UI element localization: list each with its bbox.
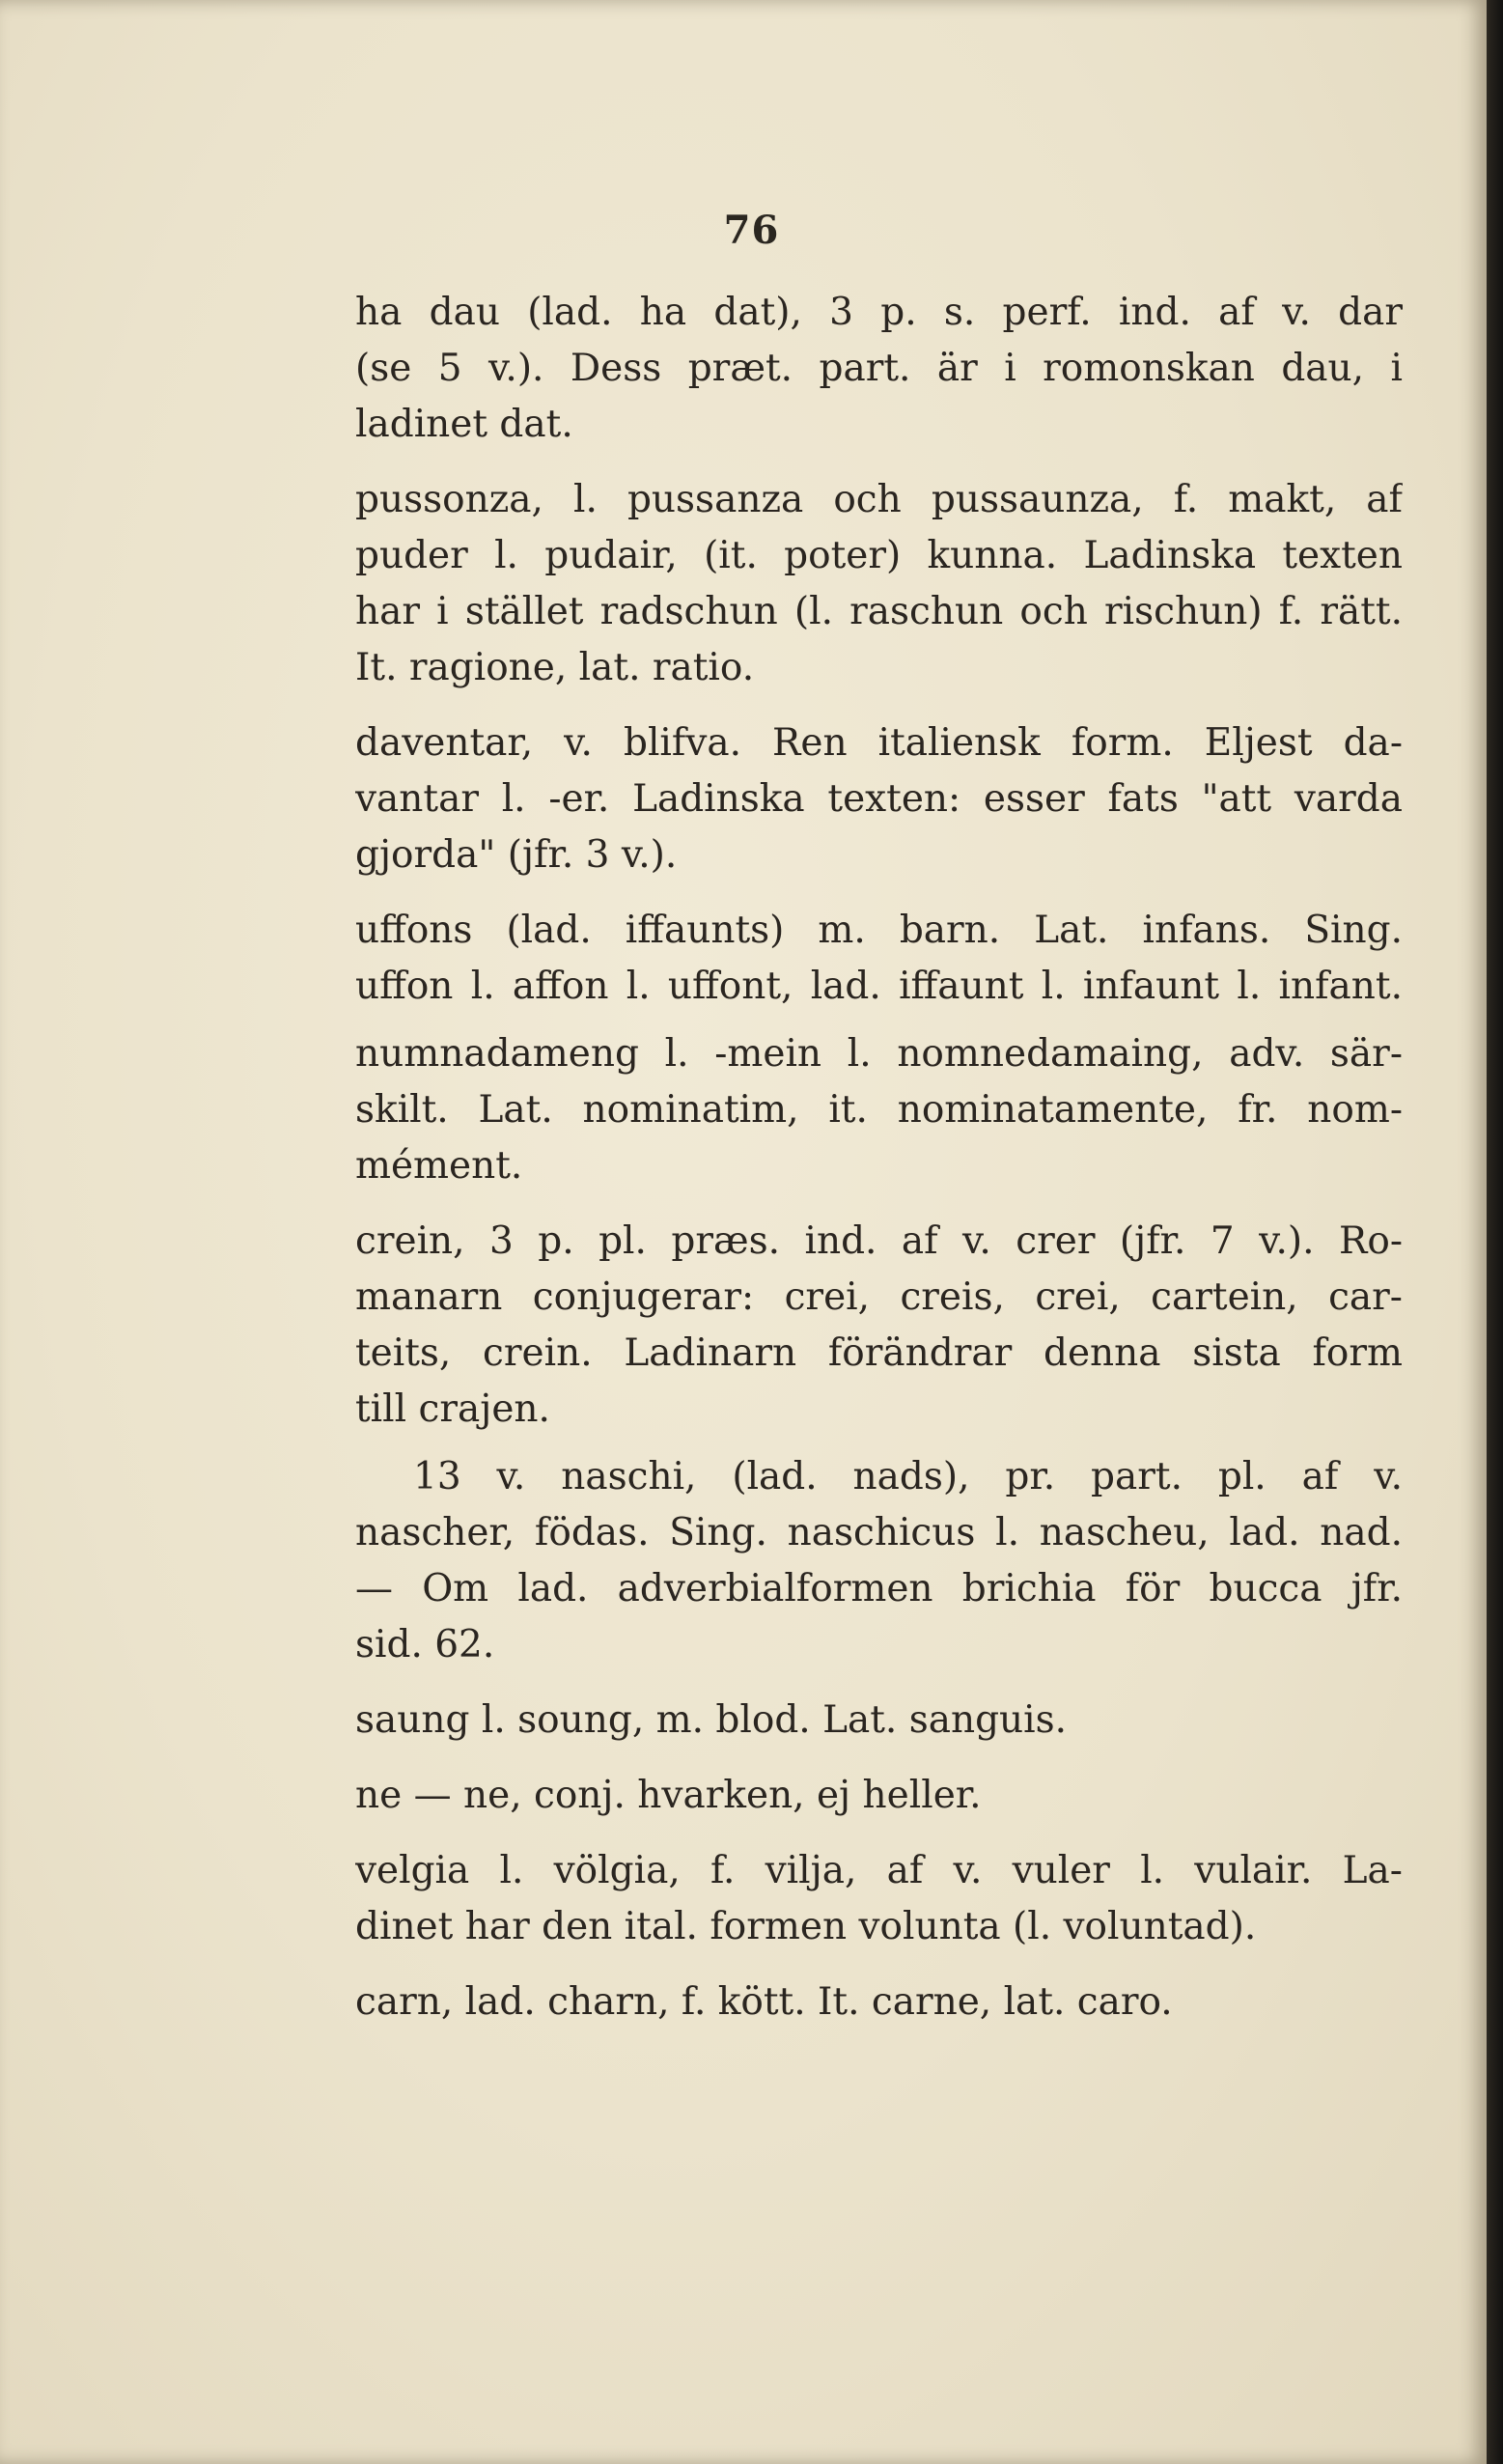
- paragraph-gap: [355, 1824, 1403, 1843]
- text-line: dinet har den ital. formen volunta (l. voluntad).: [355, 1905, 1257, 1948]
- page-number: 76: [723, 208, 780, 253]
- text-line: 13 v. naschi, (lad. nads), pr. part. pl. af v.: [413, 1455, 1403, 1498]
- text-line: mément.: [355, 1144, 523, 1188]
- paragraph-gap: [355, 696, 1403, 715]
- text-line: ha dau (lad. ha dat), 3 p. s. perf. ind. af v. dar: [355, 291, 1403, 334]
- paragraph-gap: [355, 1673, 1403, 1693]
- text-line: ladinet dat.: [355, 403, 573, 446]
- text-line: numnadameng l. -mein l. nomnedamaing, adv. sär-: [355, 1032, 1403, 1076]
- paragraph-gap: [355, 883, 1403, 903]
- text-line: sid. 62.: [355, 1623, 495, 1666]
- text-line: puder l. pudair, (it. poter) kunna. Ladinska texten: [355, 534, 1403, 577]
- scan-edge-strip: [1487, 0, 1503, 2464]
- text-line: uffon l. affon l. uffont, lad. iffaunt l. infaunt l. infant.: [355, 965, 1403, 1008]
- text-line: skilt. Lat. nominatim, it. nominatamente, fr. nom-: [355, 1088, 1403, 1132]
- text-line: nascher, födas. Sing. naschicus l. nascheu, lad. nad.: [355, 1511, 1403, 1554]
- text-line: manarn conjugerar: crei, creis, crei, cartein, car-: [355, 1275, 1403, 1319]
- text-line: saung l. soung, m. blod. Lat. sanguis.: [355, 1698, 1068, 1742]
- text-line: uffons (lad. iffaunts) m. barn. Lat. infans. Sing.: [355, 909, 1403, 952]
- text-line: gjorda" (jfr. 3 v.).: [355, 833, 678, 877]
- paragraph-gap: [355, 1194, 1403, 1214]
- text-line: till crajen.: [355, 1387, 550, 1431]
- paragraph-gap: [355, 1438, 1403, 1449]
- glossary-text-block: [355, 285, 1403, 2030]
- text-line: daventar, v. blifva. Ren italiensk form. Eljest da-: [355, 721, 1403, 765]
- text-line: — Om lad. adverbialformen brichia för bucca jfr.: [355, 1567, 1403, 1610]
- paragraph-gap: [355, 453, 1403, 472]
- text-line: carn, lad. charn, f. kött. It. carne, lat. caro.: [355, 1980, 1173, 2024]
- text-line: (se 5 v.). Dess præt. part. är i romonskan dau, i: [355, 347, 1403, 390]
- paragraph-gap: [355, 1955, 1403, 1974]
- text-line: It. ragione, lat. ratio.: [355, 646, 755, 689]
- text-line: velgia l. völgia, f. vilja, af v. vuler l. vulair. La-: [355, 1849, 1403, 1892]
- text-line: vantar l. -er. Ladinska texten: esser fats "att varda: [355, 777, 1403, 821]
- text-line: pussonza, l. pussanza och pussaunza, f. makt, af: [355, 478, 1403, 521]
- text-line: har i stället radschun (l. raschun och rischun) f. rätt.: [355, 590, 1403, 633]
- text-line: ne — ne, conj. hvarken, ej heller.: [355, 1774, 982, 1817]
- paragraph-gap: [355, 1749, 1403, 1768]
- text-line: crein, 3 p. pl. præs. ind. af v. crer (jfr. 7 v.). Ro-: [355, 1219, 1403, 1263]
- text-line: teits, crein. Ladinarn förändrar denna sista form: [355, 1331, 1403, 1375]
- paragraph-gap: [355, 1015, 1403, 1026]
